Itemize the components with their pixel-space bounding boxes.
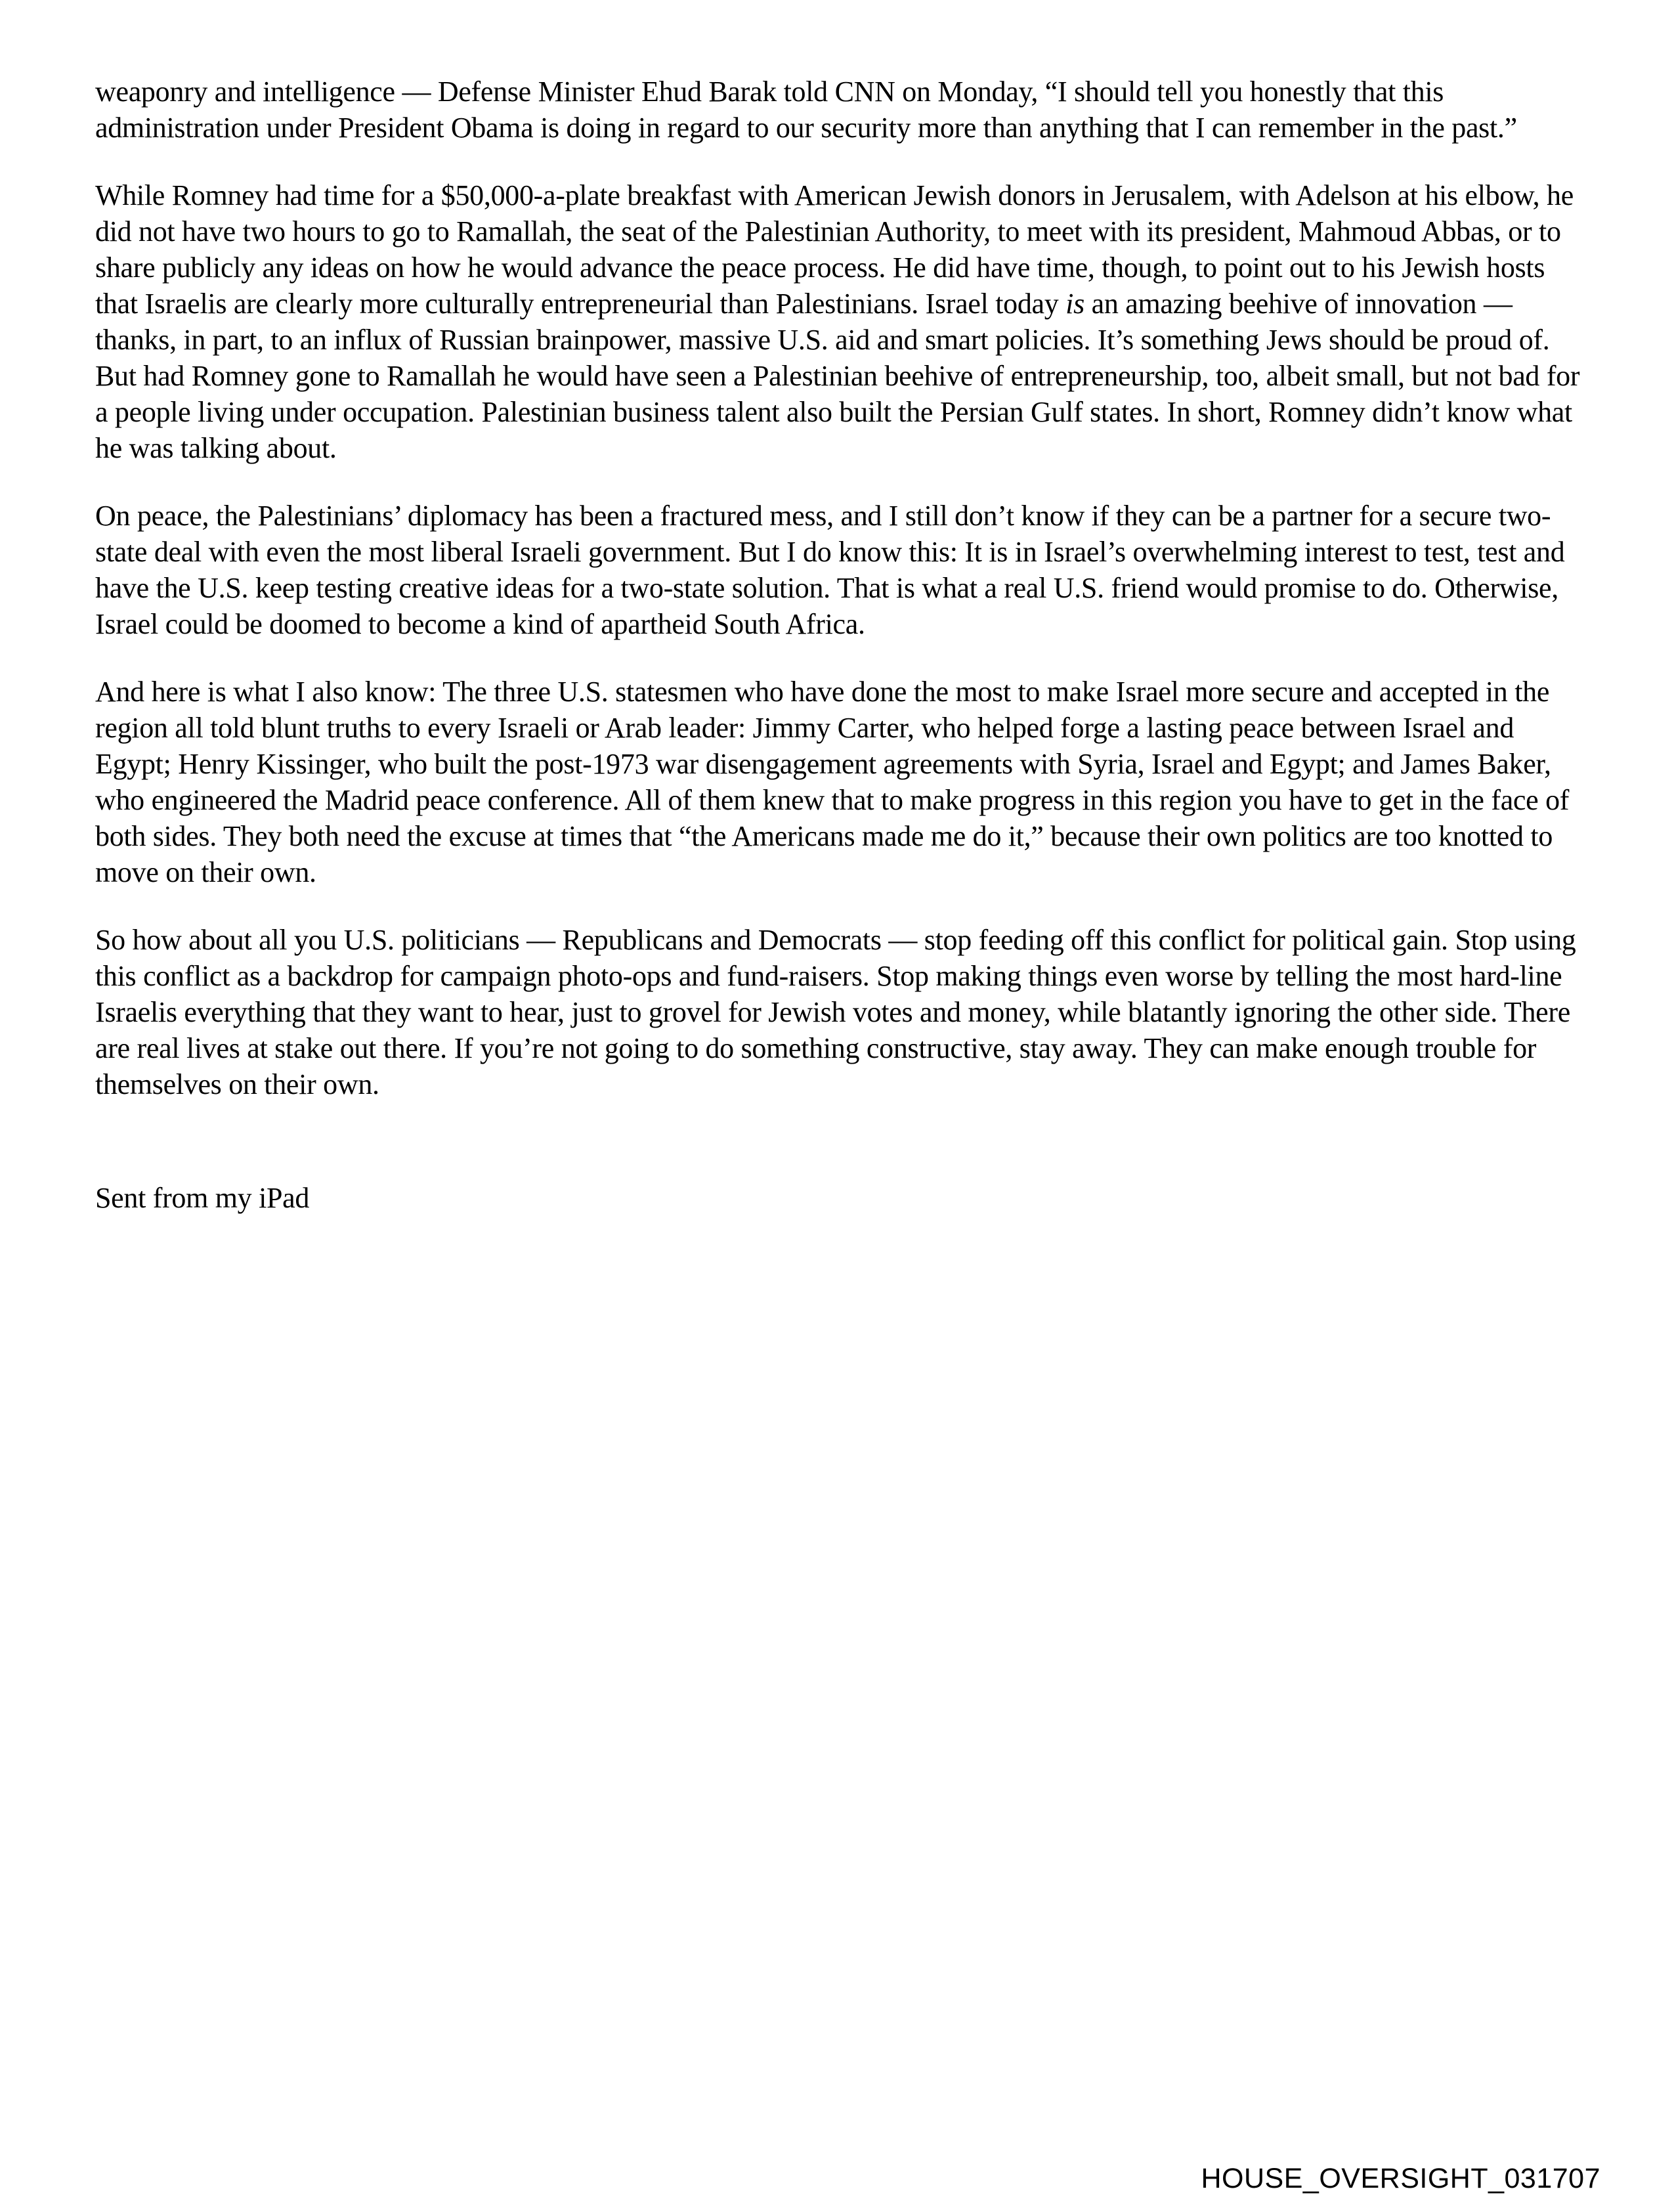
paragraph <box>95 177 1587 466</box>
paragraph-text: And here is what I also know: The three U.S. statesmen who have done the most to make Israel more secure and accepted in the region all told blunt truths to every Israeli or Arab leader: Jimmy Carter, who helped forge a lasting peace between Israel and Egypt; Henry Kissinger, who built the post-1973 war disengagement agreements with Syria, Israel and Egypt; and James Baker, who engineered the Madrid peace conference. All of them knew that to make progress in this region you have to get in the face of both sides. They both need the excuse at times that “the Americans made me do it,” because their own politics are too knotted to move on their own. <box>95 676 1570 888</box>
bates-number: HOUSE_OVERSIGHT_031707 <box>1201 2163 1600 2194</box>
paragraph <box>95 498 1587 642</box>
paragraph-text-italic: is <box>1065 288 1084 320</box>
paragraph <box>95 922 1587 1102</box>
paragraph <box>95 674 1587 890</box>
paragraph-text: So how about all you U.S. politicians — Republicans and Democrats — stop feeding off this conflict for political gain. Stop using this conflict as a backdrop for campaign photo-ops and fund-raisers. Stop making things even worse by telling the most hard-line Israelis everything that they want to hear, just to grovel for Jewish votes and money, while blatantly ignoring the other side. There are real lives at stake out there. If you’re not going to do something constructive, stay away. They can make enough trouble for themselves on their own. <box>95 924 1576 1100</box>
paragraph-text: weaponry and intelligence — Defense Minister Ehud Barak told CNN on Monday, “I should tell you honestly that this administration under President Obama is doing in regard to our security more than anything that I can remember in the past.” <box>95 76 1517 144</box>
paragraph-text: While Romney had time for a $50,000-a-plate breakfast with American Jewish donors in Jerusalem, with Adelson at his elbow, he did not have two hours to go to Ramallah, the seat of the Palestinian Authority, to meet with its president, Mahmoud Abbas, or to share publicly any ideas on how he would advance the peace process. He did have time, though, to point out to his Jewish hosts that Israelis are clearly more culturally entrepreneurial than Palestinians. Israel today <box>95 179 1574 320</box>
email-body <box>95 74 1587 1216</box>
paragraph-text: On peace, the Palestinians’ diplomacy has been a fractured mess, and I still don’t know if they can be a partner for a secure two-state deal with even the most liberal Israeli government. But I do know this: It is in Israel’s overwhelming interest to test, test and have the U.S. keep testing creative ideas for a two-state solution. That is what a real U.S. friend would promise to do. Otherwise, Israel could be doomed to become a kind of apartheid South Africa. <box>95 500 1565 640</box>
paragraph-text: an amazing beehive of innovation — thanks, in part, to an influx of Russian brainpower, massive U.S. aid and smart policies. It’s something Jews should be proud of. But had Romney gone to Ramallah he would have seen a Palestinian beehive of entrepreneurship, too, albeit small, but not bad for a people living under occupation. Palestinian business talent also built the Persian Gulf states. In short, Romney didn’t know what he was talking about. <box>95 288 1580 464</box>
signature-line: Sent from my iPad <box>95 1182 310 1214</box>
paragraph <box>95 74 1587 146</box>
